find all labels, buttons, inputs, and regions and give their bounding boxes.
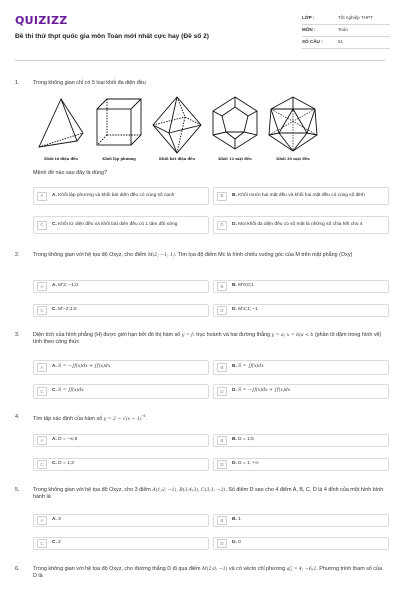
dodecahedron-drawing: [207, 95, 263, 155]
answer-option-b[interactable]: [213, 360, 389, 375]
option-text: B. Khối mười hai mặt đều và khối hai mặt đều có cùng số đỉnh: [232, 192, 365, 198]
cube-figure: [91, 95, 147, 165]
option-letter: A: [37, 436, 47, 445]
figure-caption: Khối lập phương: [102, 157, 136, 161]
answer-option-c[interactable]: [33, 458, 209, 471]
question-number: 6.: [15, 566, 20, 572]
header-divider: [15, 60, 385, 61]
meta-info: [302, 13, 390, 49]
question-6: [15, 566, 387, 584]
page-title: Đề thi thử thpt quốc gia môn Toán mới nhất cực hay (Đề số 2): [15, 33, 209, 40]
meta-row-subject: [302, 25, 390, 37]
icosahedron-figure: [265, 95, 321, 165]
math-expression: y = a; x = b(a < b: [271, 333, 314, 338]
answer-option-a[interactable]: [33, 187, 209, 205]
option-text: C. 2: [52, 540, 61, 546]
option-text: D. M'2;1; −1: [232, 307, 258, 313]
answer-option-a[interactable]: [33, 360, 209, 375]
option-letter: A: [37, 282, 47, 291]
option-text: D. D = 1; +∞: [232, 461, 259, 467]
option-letter: B: [217, 516, 227, 525]
question-text: Tìm tập xác định của hàm số $y = 2 - √(x - 1)^{-5}$: [33, 414, 146, 422]
option-letter: A: [37, 192, 47, 201]
option-letter: C: [37, 460, 47, 469]
question-prompt: Mệnh đề nào sau đây là đúng?: [33, 170, 108, 176]
octahedron-drawing: [149, 95, 205, 155]
question-text: Trong không gian chỉ có 5 loại khối đa diện đều: [33, 80, 146, 86]
meta-label: MÔN :: [302, 27, 316, 33]
math-expression: a⃗ = 4; −6;2: [286, 567, 317, 572]
figure-caption: Khối tứ diện đều: [44, 157, 78, 161]
tetrahedron-figure: [33, 95, 89, 165]
meta-row-count: [302, 37, 390, 49]
math-expression: A(1;2; −1), B(3;4;3), C(3;1; −3): [152, 488, 226, 493]
answer-option-b[interactable]: [213, 187, 389, 205]
question-number: 1.: [15, 80, 20, 86]
answer-option-b[interactable]: [213, 280, 389, 293]
answer-option-b[interactable]: [213, 434, 389, 447]
option-letter: C: [37, 387, 47, 396]
option-letter: C: [37, 221, 47, 230]
option-text: B. 1: [232, 517, 241, 523]
answer-option-c[interactable]: [33, 216, 209, 234]
option-letter: B: [217, 192, 227, 201]
option-letter: B: [217, 436, 227, 445]
figure-caption: Khối 12 mặt đều: [218, 157, 252, 161]
meta-value: Toán: [338, 27, 348, 33]
option-letter: C: [37, 539, 47, 548]
question-number: 3.: [15, 332, 20, 338]
option-text: A. S = −∫f(x)dx + ∫f(x)dx: [52, 364, 111, 370]
option-text: D. Mọi khối đa diện đều có số mặt là những số chia hết cho 4: [232, 221, 363, 227]
question-number: 5.: [15, 487, 20, 493]
cube-drawing: [91, 95, 147, 155]
option-text: C. Khối tứ diện đều và khối bát diện đều có 1 tâm đối xứng: [52, 221, 178, 227]
question-4: [15, 414, 387, 424]
answer-option-a[interactable]: [33, 514, 209, 527]
answer-option-a[interactable]: [33, 280, 209, 293]
option-letter: A: [37, 516, 47, 525]
polyhedra-figures: [33, 95, 313, 165]
option-text: A. M'2; −1;0: [52, 283, 78, 289]
option-letter: D: [217, 539, 227, 548]
option-text: B. S = ∫f(x)dx: [232, 364, 264, 370]
meta-label: SỐ CÂU :: [302, 39, 323, 45]
option-text: B. D = 1;5: [232, 437, 254, 443]
question-text: Diện tích của hình phẳng (H) được giới hạn bởi đồ thị hàm số y = f₁ trục hoành và hai đường thẳng y = a; x = b(a < b (phần tô đậm trong hình vẽ) tính theo công thức: [33, 332, 382, 346]
option-text: B. M'0;0;1: [232, 283, 254, 289]
option-letter: D: [217, 221, 227, 230]
option-letter: C: [37, 306, 47, 315]
math-expression: M(2;0; −1): [202, 567, 228, 572]
question-text: Trong không gian với hệ tọa độ Oxyz, cho điểm M(2; −1; 1). Tìm tọa độ điểm Mc là hình chiếu vuông góc của M trên mặt phẳng (Oxy): [33, 252, 353, 258]
option-letter: D: [217, 387, 227, 396]
meta-label: LỚP :: [302, 15, 315, 21]
answer-option-d[interactable]: [213, 537, 389, 550]
question-number: 4.: [15, 414, 20, 420]
answer-option-b[interactable]: [213, 514, 389, 527]
figure-caption: Khối bát diện đều: [159, 157, 195, 161]
question-5: [15, 487, 387, 505]
answer-option-c[interactable]: [33, 537, 209, 550]
option-letter: A: [37, 363, 47, 372]
option-text: A. D = −∞;5: [52, 437, 78, 443]
dodecahedron-figure: [207, 95, 263, 165]
math-exponent: −5: [141, 414, 146, 418]
question-2: [15, 252, 387, 270]
option-text: C. S = ∫f(x)dx: [52, 388, 84, 394]
option-letter: D: [217, 306, 227, 315]
option-letter: B: [217, 363, 227, 372]
question-number: 2.: [15, 252, 20, 258]
answer-option-d[interactable]: [213, 458, 389, 471]
math-expression: y = f₁: [181, 333, 195, 338]
math-expression: M(2; −1; 1): [147, 253, 175, 258]
option-text: D. S = −∫f(x)dx + ∫f(x)dx: [232, 388, 291, 394]
answer-option-d[interactable]: [213, 304, 389, 317]
math-expression: y = 2 − √(x − 1): [103, 416, 142, 422]
answer-option-d[interactable]: [213, 216, 389, 234]
question-text: Trong không gian với hệ tọa độ Oxyz, cho đường thẳng D đi qua điểm M(2;0; −1) và có vécto chỉ phương a⃗ = 4; −6;2. Phương trình tham số của D là: [33, 566, 383, 580]
answer-option-d[interactable]: [213, 384, 389, 399]
option-text: D. 0: [232, 540, 241, 546]
quizizz-logo: QUIZIZZ: [15, 14, 68, 27]
option-text: C. M'−2;1;0: [52, 307, 77, 313]
figure-caption: Khối 20 mặt đều: [276, 157, 310, 161]
icosahedron-drawing: [265, 95, 321, 155]
tetrahedron-drawing: [33, 95, 89, 155]
question-1: [15, 80, 387, 90]
option-letter: D: [217, 460, 227, 469]
question-3: [15, 332, 387, 350]
meta-row-class: [302, 13, 390, 25]
page-header: [0, 0, 400, 62]
octahedron-figure: [149, 95, 205, 165]
option-text: C. D = 1;3: [52, 461, 74, 467]
answer-option-c[interactable]: [33, 384, 209, 399]
question-text: Trong không gian với hệ tọa độ Oxyz, cho 3 điểm A(1;2; −1), B(3;4;3), C(3;1; −3). Số điểm D sao cho 4 điểm A, B, C, D là 4 đỉnh của một hình bình hành là: [33, 487, 384, 501]
option-text: A. Khối lập phương và khối bát diện đều có cùng số cạnh: [52, 192, 175, 198]
answer-option-c[interactable]: [33, 304, 209, 317]
option-text: A. 3: [52, 517, 61, 523]
answer-option-a[interactable]: [33, 434, 209, 447]
meta-value: 51: [338, 39, 344, 45]
option-letter: B: [217, 282, 227, 291]
meta-value: Tốt nghiệp THPT: [338, 15, 373, 21]
